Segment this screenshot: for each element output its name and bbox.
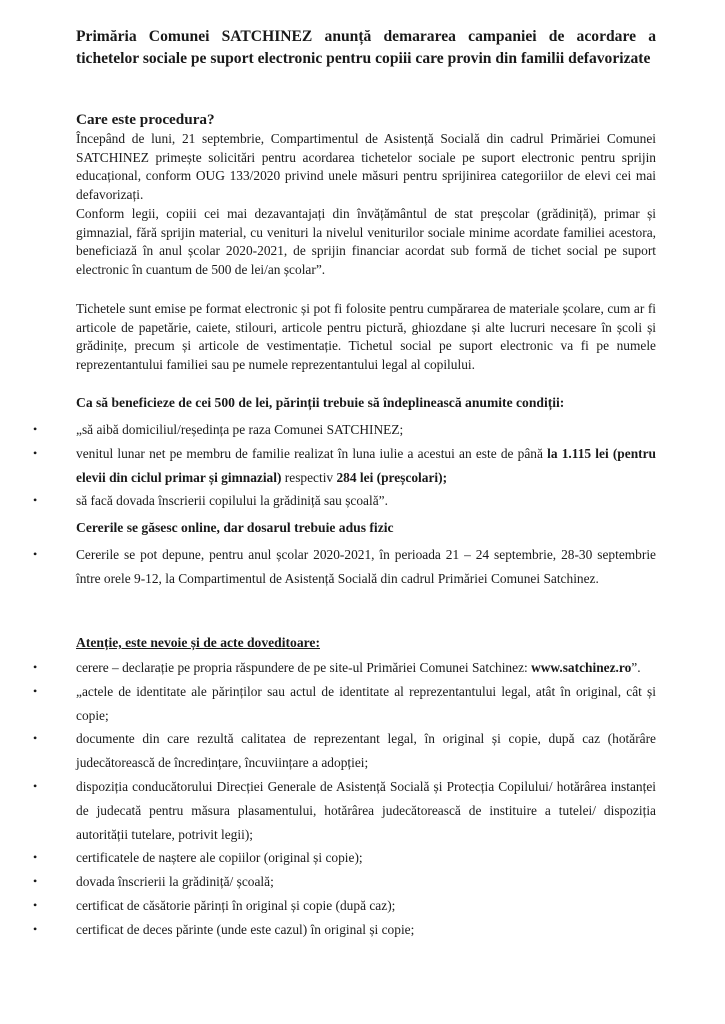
doc-dgaspc-disposition: dispoziția conducătorului Direcției Generale de Asistență Socială și Protecția Copilului/ hotărârea instanței de judecată pentru măsura plasamentului, hotărârea judecătorească de instituire a tutelei/ dispoziția autorității tutelare, potrivit legii); bbox=[76, 778, 656, 842]
list-item bbox=[33, 775, 656, 846]
doc-legal-representative: documente din care rezultă calitatea de reprezentant legal, în original și copie, după caz (hotărâre judecătorească de încredințare, încuviințare a adopției; bbox=[76, 731, 656, 771]
online-list bbox=[33, 543, 656, 591]
doc-identity: „actele de identitate ale părinților sau actul de identitate al reprezentantului legal, atât în original, cât și copie; bbox=[76, 683, 656, 723]
doc-death-certificate: certificat de deces părinte (unde este cazul) în original și copie; bbox=[76, 921, 415, 937]
bullet-icon: • bbox=[33, 445, 38, 460]
list-item bbox=[33, 656, 656, 680]
doc-request-text: cerere – declarație pe propria răspundere de pe site-ul Primăriei Comunei Satchinez: bbox=[76, 660, 532, 675]
bullet-icon: • bbox=[33, 874, 38, 889]
bullet-icon: • bbox=[33, 921, 38, 936]
list-item bbox=[33, 680, 656, 728]
online-heading: Cererile se găsesc online, dar dosarul trebuie adus fizic bbox=[76, 520, 394, 535]
bullet-icon: • bbox=[33, 731, 38, 746]
bullet-icon: • bbox=[33, 683, 38, 698]
bullet-icon: • bbox=[33, 778, 38, 793]
bullet-icon: • bbox=[33, 422, 38, 436]
document-title: Primăria Comunei SATCHINEZ anunță demararea campaniei de acordare a tichetelor sociale pe suport electronic pentru copiii care provin din familii defavorizate bbox=[76, 28, 656, 67]
doc-marriage-certificate: certificat de căsătorie părinți în original și copie (după caz); bbox=[76, 897, 396, 913]
condition-domicile: „să aibă domiciliul/reședința pe raza Comunei SATCHINEZ; bbox=[76, 422, 404, 437]
procedure-paragraph-2: Conform legii, copiii cei mai dezavantajați din învățământul de stat preșcolar (grădiniță), primar și gimnazial, fără sprijin material, cu venituri la nivelul veniturilor sociale minime acordate familiei acestora, beneficiază în anul școlar 2020-2021, de sprijin financiar acordat sub formă de tichet social pe suport electronic în cuantum de 500 de lei/an școlar”. bbox=[76, 206, 656, 277]
documents-heading: Atenție, este nevoie și de acte doveditoare: bbox=[76, 635, 320, 650]
procedure-heading: Care este procedura? bbox=[76, 111, 215, 128]
doc-website-link[interactable]: www.satchinez.ro bbox=[531, 660, 632, 675]
list-item bbox=[33, 918, 656, 942]
condition-income-joiner: respectiv bbox=[281, 469, 337, 485]
list-item bbox=[33, 870, 656, 894]
bullet-icon: • bbox=[33, 850, 38, 865]
list-item bbox=[33, 418, 656, 442]
documents-list bbox=[33, 656, 656, 942]
list-item bbox=[33, 727, 656, 775]
condition-income-text: venitul lunar net pe membru de familie realizat în luna iulie a acestui an este de până bbox=[76, 445, 548, 461]
list-item bbox=[33, 489, 656, 513]
conditions-list bbox=[33, 418, 656, 513]
condition-income-primary: la 1.115 lei (pentru elevii din ciclul primar și gimnazial) bbox=[76, 445, 656, 485]
bullet-icon: • bbox=[33, 493, 38, 508]
doc-enrollment-proof: dovada înscrierii la grădiniță/ școală; bbox=[76, 874, 274, 890]
list-item bbox=[33, 442, 656, 490]
bullet-icon: • bbox=[33, 660, 38, 674]
bullet-icon: • bbox=[33, 897, 38, 912]
conditions-heading: Ca să beneficieze de cei 500 de lei, părinții trebuie să îndeplinească anumite condiții: bbox=[76, 395, 565, 410]
doc-birth-certificates: certificatele de naștere ale copiilor (original și copie); bbox=[76, 850, 363, 866]
list-item bbox=[33, 846, 656, 870]
bullet-icon: • bbox=[33, 547, 38, 561]
condition-enrollment: să facă dovada înscrierii copilului la grădiniță sau școală”. bbox=[76, 493, 388, 509]
procedure-paragraph-1: Începând de luni, 21 septembrie, Compartimentul de Asistență Socială din cadrul Primăriei Comunei SATCHINEZ primește solicitări pentru acordarea tichetelor sociale pe suport electronic pentru sprijin educațional, conform OUG 133/2020 privind unele măsuri pentru sprijinirea categoriilor de elevi cei mai defavorizați. bbox=[76, 131, 656, 202]
doc-request-end: ”. bbox=[631, 660, 641, 675]
list-item bbox=[33, 894, 656, 918]
procedure-paragraph-3: Tichetele sunt emise pe format electronic și pot fi folosite pentru cumpărarea de materiale școlare, cum ar fi articole de papetărie, caiete, stilouri, articole pentru pictură, ghiozdane și alte lucruri necesare în școli și grădinițe, precum și articole de vestimentație. Tichetul social pe suport electronic va fi pe numele reprezentantului familiei sau pe numele reprezentantului legal al copilului. bbox=[76, 301, 656, 372]
condition-income-preschool: 284 lei (preșcolari); bbox=[336, 469, 448, 485]
online-submission-period: Cererile se pot depune, pentru anul școlar 2020-2021, în perioada 21 – 24 septembrie, 28-30 septembrie între orele 9-12, la Compartimentul de Asistență Socială din cadrul Primăriei Comunei Satchinez. bbox=[76, 547, 656, 586]
list-item bbox=[33, 543, 656, 591]
